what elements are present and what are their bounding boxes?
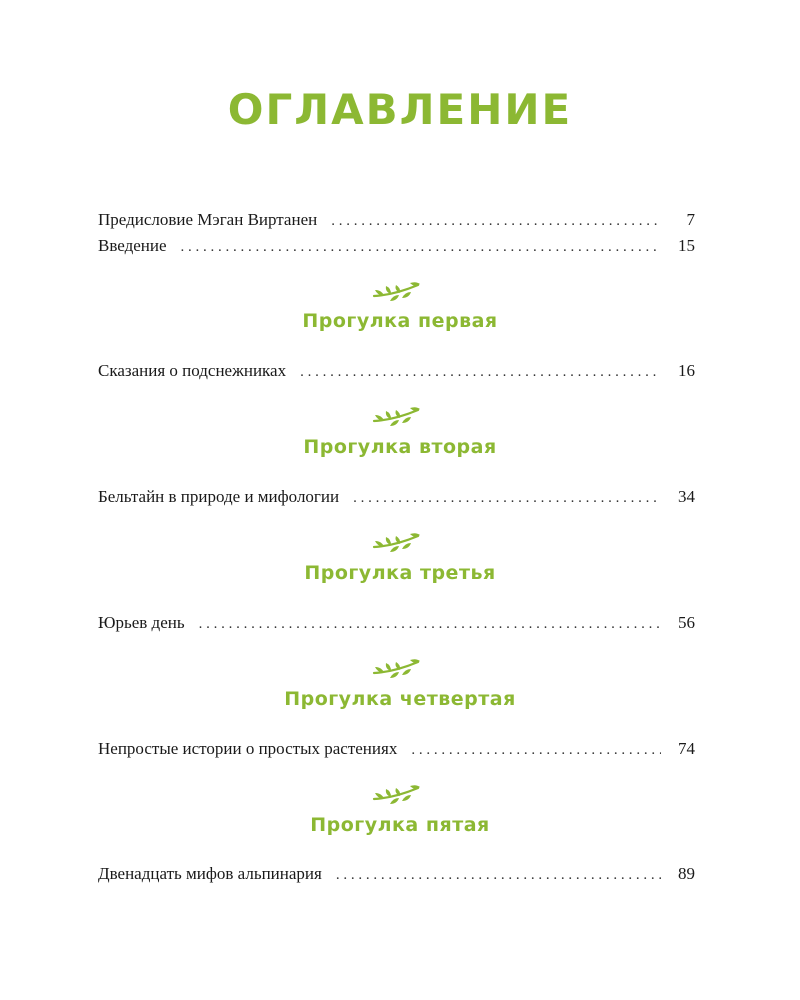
dot-leader: [353, 486, 661, 510]
toc-entry[interactable]: [98, 208, 695, 232]
toc-entry-page-number: 15: [678, 236, 695, 255]
toc-entry-label: Двенадцать мифов альпинария: [98, 864, 322, 883]
toc-entry-label: Предисловие Мэган Виртанен: [98, 210, 318, 229]
section-heading: Прогулка четвертая: [284, 688, 516, 710]
leaf-sprig-icon: [372, 406, 422, 428]
toc-entry-label: Юрьев день: [98, 613, 185, 632]
toc-entry-page-number: 16: [678, 361, 695, 380]
toc-entry[interactable]: [98, 862, 695, 886]
dot-leader: [199, 612, 661, 636]
toc-entry[interactable]: [98, 737, 695, 761]
toc-entry-page-number: 89: [678, 864, 695, 883]
dot-leader: [331, 209, 661, 233]
toc-entry-page-number: 74: [678, 739, 695, 758]
leaf-sprig-icon: [372, 658, 422, 680]
section-heading: Прогулка вторая: [303, 436, 497, 458]
toc-entry-page-number: 56: [678, 613, 695, 632]
toc-entry-label: Введение: [98, 236, 167, 255]
toc-entry[interactable]: [98, 611, 695, 635]
toc-entry[interactable]: [98, 485, 695, 509]
section-heading: Прогулка третья: [304, 562, 496, 584]
page-title: ОГЛАВЛЕНИЕ: [227, 85, 573, 134]
dot-leader: [336, 863, 661, 887]
dot-leader: [181, 235, 661, 259]
section-heading: Прогулка пятая: [310, 814, 490, 836]
section-heading: Прогулка первая: [302, 310, 498, 332]
toc-entry-label: Сказания о подснежниках: [98, 361, 287, 380]
toc-entry-page-number: 7: [686, 210, 695, 229]
dot-leader: [411, 738, 661, 762]
toc-entry-page-number: 34: [678, 487, 695, 506]
toc-entry-label: Непростые истории о простых растениях: [98, 739, 398, 758]
leaf-sprig-icon: [372, 281, 422, 303]
toc-entry-label: Бельтайн в природе и мифологии: [98, 487, 340, 506]
leaf-sprig-icon: [372, 532, 422, 554]
toc-entry[interactable]: [98, 359, 695, 383]
dot-leader: [300, 360, 661, 384]
leaf-sprig-icon: [372, 784, 422, 806]
toc-entry[interactable]: [98, 234, 695, 258]
